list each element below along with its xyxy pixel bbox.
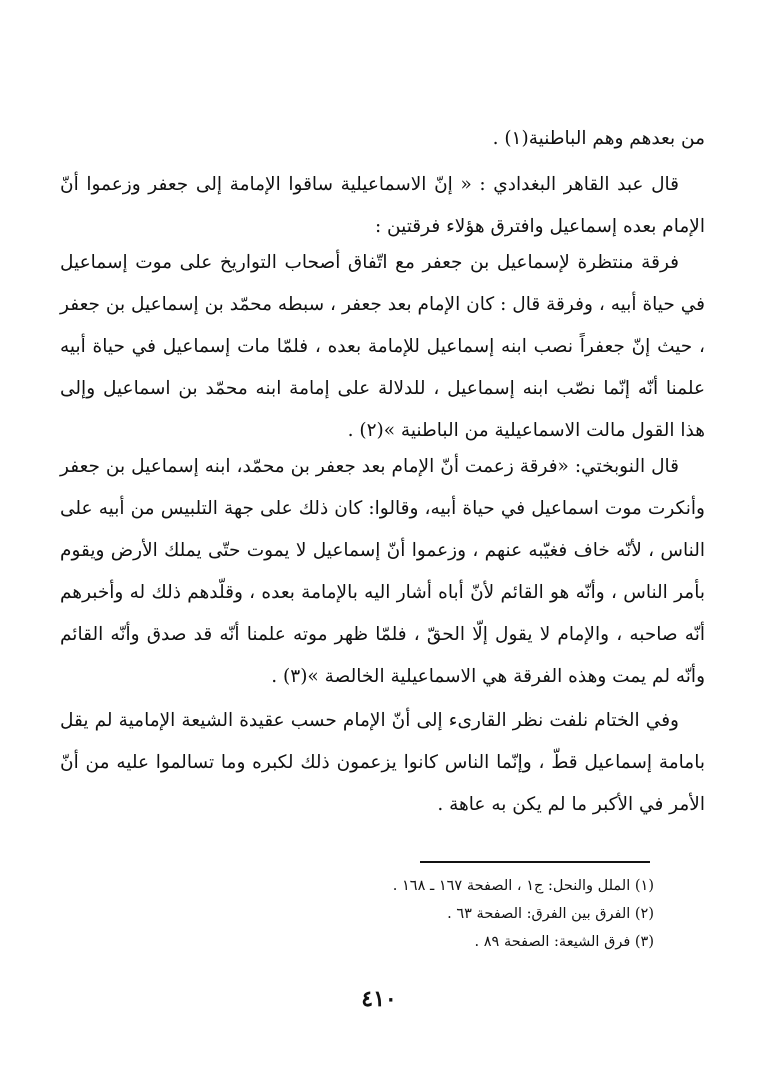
paragraph-text: من بعدهم وهم الباطنية(١) . xyxy=(492,128,705,149)
paragraph-text: قال النوبختي: «فرقة زعمت أنّ الإمام بعد جعفر بن محمّد، ابنه إسماعيل بن جعفر وأنكرت موت اسماعيل في حياة أبيه، وقالوا: كان ذلك على جهة التلبيس من أبيه على الناس ، لأنّه خاف فغيّبه عنهم ، وزعموا أنّ إسماعيل لا يموت حتّى يملك الأرض ويقوم بأمر الناس ، وأنّه هو القائم لأنّ أباه أشار اليه بالإمامة بعده ، وقلّدهم ذلك له وأخبرهم أنّه صاحبه ، والإمام لا يقول إلّا الحقّ ، فلمّا ظهر موته علمنا أنّه قد صدق وأنّه القائم وأنّه لم يمت وهذه الفرقة هي الاسماعيلية الخالصة »(٣) . xyxy=(60,456,705,687)
paragraph-two-sects xyxy=(60,242,705,452)
page-number: ٤١٠ xyxy=(361,986,397,1012)
paragraph-baghdadi-quote xyxy=(60,164,705,248)
footnote-2: (٢) الفرق بين الفرق: الصفحة ٦٣ . xyxy=(447,906,654,922)
paragraph-conclusion xyxy=(60,700,705,826)
paragraph-text: فرقة منتظرة لإسماعيل بن جعفر مع اتّفاق أصحاب التواريخ على موت إسماعيل في حياة أبيه ، وفرقة قال : كان الإمام بعد جعفر ، سبطه محمّد بن إسماعيل بن جعفر ، حيث إنّ جعفراً نصب ابنه إسماعيل للإمامة بعده ، فلمّا مات إسماعيل في حياة أبيه علمنا أنّه إنّما نصّب ابنه إسماعيل ، للدلالة على إمامة ابنه محمّد بن اسماعيل وإلى هذا القول مالت الاسماعيلية من الباطنية »(٢) . xyxy=(60,252,705,441)
paragraph-text: قال عبد القاهر البغدادي : « إنّ الاسماعيلية ساقوا الإمامة إلى جعفر وزعموا أنّ الإمام بعده إسماعيل وافترق هؤلاء فرقتين : xyxy=(60,174,705,237)
footnote-1: (١) الملل والنحل: ج١ ، الصفحة ١٦٧ ـ ١٦٨ . xyxy=(392,878,654,894)
paragraph-text: وفي الختام نلفت نظر القارىء إلى أنّ الإمام حسب عقيدة الشيعة الإمامية لم يقل بامامة إسماعيل قطّ ، وإنّما الناس كانوا يزعمون ذلك لكبره وما تسالموا عليه من أنّ الأمر في الأكبر ما لم يكن به عاهة . xyxy=(60,710,705,815)
paragraph-nawbakhti-quote xyxy=(60,446,705,698)
paragraph-continuation xyxy=(60,118,705,160)
footnote-3: (٣) فرق الشيعة: الصفحة ٨٩ . xyxy=(474,934,654,950)
footnote-divider xyxy=(420,861,650,863)
footnotes xyxy=(200,872,654,956)
